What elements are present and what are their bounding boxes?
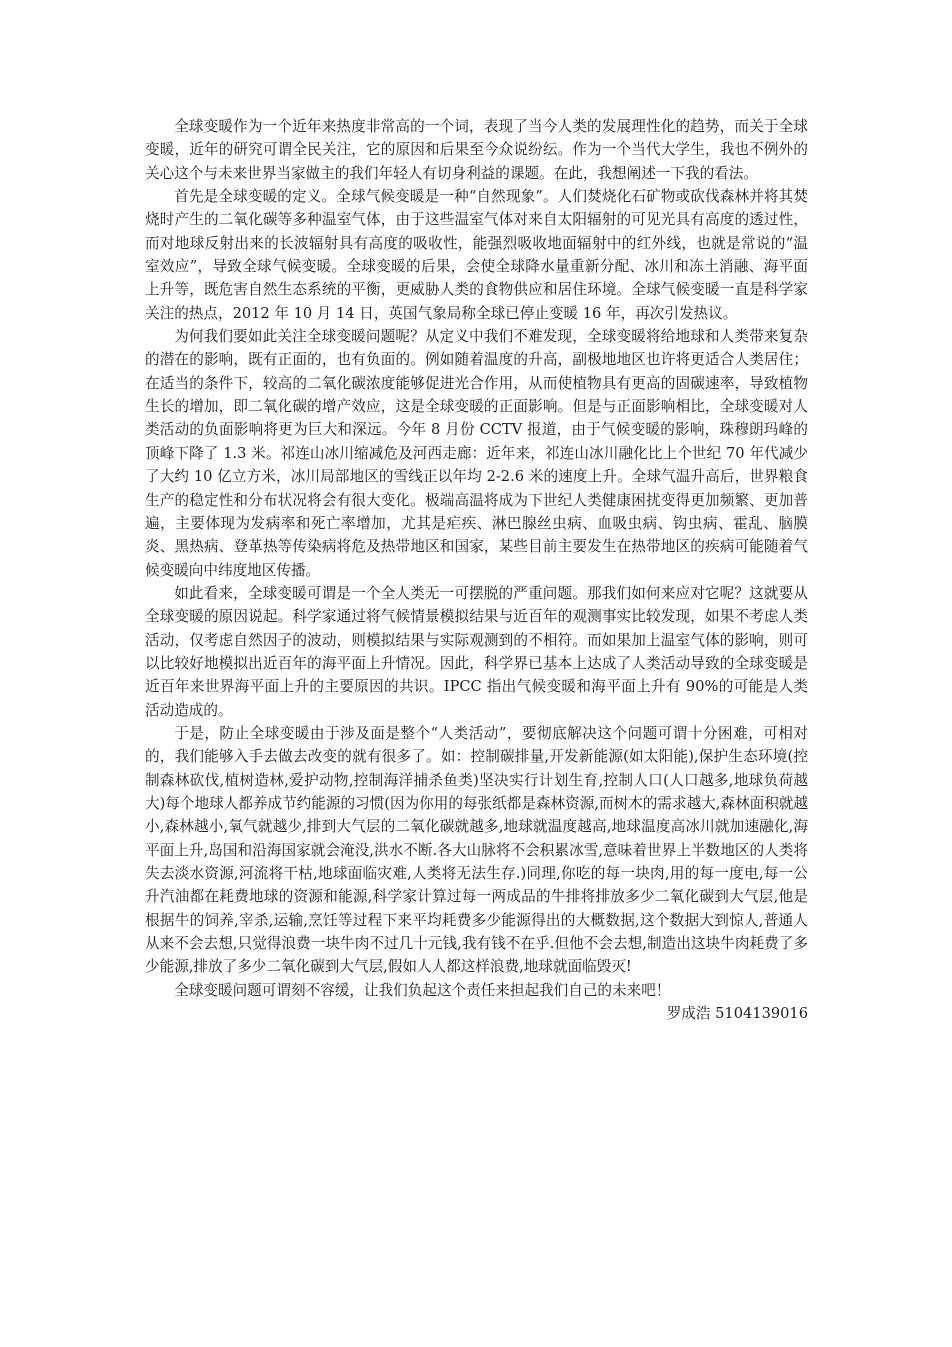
paragraph-actions: 于是，防止全球变暖由于涉及面是整个“人类活动”，要彻底解决这个问题可谓十分困难，可相对的，我们能够入手去做去改变的就有很多了。如：控制碳排量,开发新能源(如太阳能),保护生态环境(控制森林砍伐,植树造林,爱护动物,控制海洋捕杀鱼类)坚决实行计划生育,控制人口(人口越多,地球负荷越大)每个地球人都养成节约能源的习惯(因为你用的每张纸都是森林资源,而树木的需求越大,森林面积就越小,森林越小,氧气就越少,排到大气层的二氧化碳就越多,地球就温度越高,地球温度高冰川就加速融化,海平面上升,岛国和沿海国家就会淹没,洪水不断.各大山脉将不会积累冰雪,意味着世界上半数地区的人类将失去淡水资源,河流将干枯,地球面临灾难,人类将无法生存.)同理,你吃的每一块肉,用的每一度电,每一公升汽油都在耗费地球的资源和能源,科学家计算过每一两成品的牛排将排放多少二氧化碳到大气层,他是根据牛的饲养,宰杀,运输,烹饪等过程下来平均耗费多少能源得出的大概数据,这个数据大到惊人,普通人从来不会去想,只觉得浪费一块牛肉不过几十元钱,我有钱不在乎.但他不会去想,制造出这块牛肉耗费了多少能源,排放了多少二氧化碳到大气层,假如人人都这样浪费,地球就面临毁灭! (145, 724, 808, 976)
paragraph-intro: 全球变暖作为一个近年来热度非常高的一个词，表现了当今人类的发展理性化的趋势，而关于全球变暖，近年的研究可谓全民关注，它的原因和后果至今众说纷纭。作为一个当代大学生，我也不例外的关心这个与未来世界当家做主的我们年轻人有切身利益的课题。在此，我想阐述一下我的看法。 (145, 118, 808, 182)
paragraph-impacts: 为何我们要如此关注全球变暖问题呢？从定义中我们不难发现，全球变暖将给地球和人类带来复杂的潜在的影响，既有正面的，也有负面的。例如随着温度的升高，副极地地区也许将更适合人类居住；在适当的条件下，较高的二氧化碳浓度能够促进光合作用，从而使植物具有更高的固碳速率，导致植物生长的增加，即二氧化碳的增产效应，这是全球变暖的正面影响。但是与正面影响相比，全球变暖对人类活动的负面影响将更为巨大和深远。今年 8 月份 CCTV 报道，由于气候变暖的影响，珠穆朗玛峰的顶峰下降了 1.3 米。祁连山冰川缩减危及河西走廊：近年来，祁连山冰川融化比上个世纪 70 年代减少了大约 10 亿立方米，冰川局部地区的雪线正以年均 2-2.6 米的速度上升。全球气温升高后，世界粮食生产的稳定性和分布状况将会有很大变化。极端高温将成为下世纪人类健康困扰变得更加频繁、更加普遍，主要体现为发病率和死亡率增加，尤其是疟疾、淋巴腺丝虫病、血吸虫病、钩虫病、霍乱、脑膜炎、黑热病、登革热等传染病将危及热带地区和国家，某些目前主要发生在热带地区的疾病可能随着气候变暖向中纬度地区传播。 (145, 328, 808, 579)
paragraph-conclusion: 全球变暖问题可谓刻不容缓，让我们负起这个责任来担起我们自己的未来吧！ (174, 981, 671, 999)
paragraph-definition: 首先是全球变暖的定义。全球气候变暖是一种“自然现象”。人们焚烧化石矿物或砍伐森林并将其焚烧时产生的二氧化碳等多种温室气体，由于这些温室气体对来自太阳辐射的可见光具有高度的透过性，而对地球反射出来的长波辐射具有高度的吸收性，能强烈吸收地面辐射中的红外线，也就是常说的“温室效应”，导致全球气候变暖。全球变暖的后果，会使全球降水量重新分配、冰川和冻土消融、海平面上升等，既危害自然生态系统的平衡，更威胁人类的食物供应和居住环境。全球气候变暖一直是科学家关注的热点，2012 年 10 月 14 日，英国气象局称全球已停止变暖 16 年，再次引发热议。 (145, 188, 808, 322)
paragraph-causes: 如此看来，全球变暖可谓是一个全人类无一可摆脱的严重问题。那我们如何来应对它呢？这就要从全球变暖的原因说起。科学家通过将气候情景模拟结果与近百年的观测事实比较发现，如果不考虑人类活动，仅考虑自然因子的波动，则模拟结果与实际观测到的不相符。而如果加上温室气体的影响，则可以比较好地模拟出近百年的海平面上升情况。因此，科学界已基本上达成了人类活动导致的全球变暖是近百年来世界海平面上升的主要原因的共识。IPCC 指出气候变暖和海平面上升有 90%的可能是人类活动造成的。 (145, 584, 808, 719)
document-body (145, 115, 808, 1025)
author-signature: 罗成浩 5104139016 (666, 1005, 808, 1023)
